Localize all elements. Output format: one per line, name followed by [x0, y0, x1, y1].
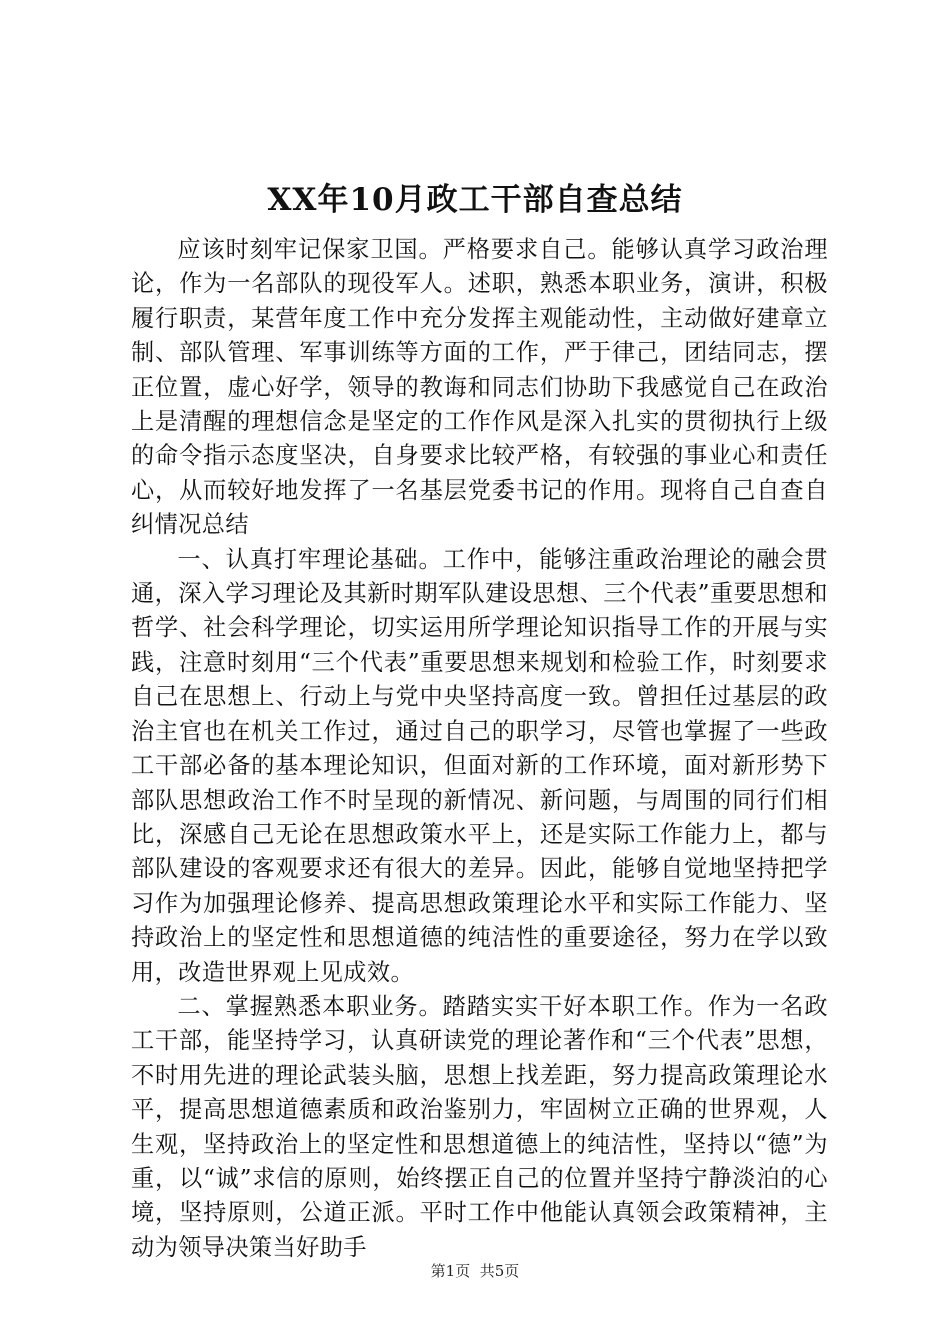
page-number-total: 共5页 — [479, 1262, 520, 1280]
document-title: XX年10月政工干部自查总结 — [267, 182, 683, 218]
footer-separator — [470, 1262, 480, 1280]
paragraph-section-2: 二、掌握熟悉本职业务。踏踏实实干好本职工作。作为一名政工干部，能坚持学习，认真研读党的理论著作和“三个代表”思想，不时用先进的理论武装头脑，思想上找差距，努力提高政策理论水平，提高思想道德素质和政治鉴别力，牢固树立正确的世界观，人生观，坚持政治上的坚定性和思想道德上的纯洁性，坚持以“德”为重，以“诚”求信的原则，始终摆正自己的位置并坚持宁静淡泊的心境，坚持原则，公道正派。平时工作中他能认真领会政策精神，主动为领导决策当好助手 — [131, 992, 828, 1261]
paragraph-section-1: 一、认真打牢理论基础。工作中，能够注重政治理论的融会贯通，深入学习理论及其新时期军队建设思想、三个代表”重要思想和哲学、社会科学理论，切实运用所学理论知识指导工作的开展与实践，注意时刻用“三个代表”重要思想来规划和检验工作，时刻要求自己在思想上、行动上与党中央坚持高度一致。曾担任过基层的政治主官也在机关工作过，通过自己的职学习，尽管也掌握了一些政工干部必备的基本理论知识，但面对新的工作环境，面对新形势下部队思想政治工作不时呈现的新情况、新问题，与周围的同行们相比，深感自己无论在思想政策水平上，还是实际工作能力上，都与部队建设的客观要求还有很大的差异。因此，能够自觉地坚持把学习作为加强理论修养、提高思想政策理论水平和实际工作能力、坚持政治上的坚定性和思想道德的纯洁性的重要途径，努力在学以致用，改造世界观上见成效。 — [131, 545, 828, 986]
page-footer — [0, 1261, 950, 1281]
paragraph-intro: 应该时刻牢记保家卫国。严格要求自己。能够认真学习政治理论，作为一名部队的现役军人。述职，熟悉本职业务，演讲，积极履行职责，某营年度工作中充分发挥主观能动性，主动做好建章立制、部队管理、军事训练等方面的工作，严于律己，团结同志，摆正位置，虚心好学，领导的教诲和同志们协助下我感觉自己在政治上是清醒的理想信念是坚定的工作作风是深入扎实的贯彻执行上级的命令指示态度坚决，自身要求比较严格，有较强的事业心和责任心，从而较好地发挥了一名基层党委书记的作用。现将自己自查自纠情况总结 — [131, 236, 828, 539]
document-body — [131, 233, 828, 1265]
page-number-current: 第1页 — [430, 1262, 471, 1280]
